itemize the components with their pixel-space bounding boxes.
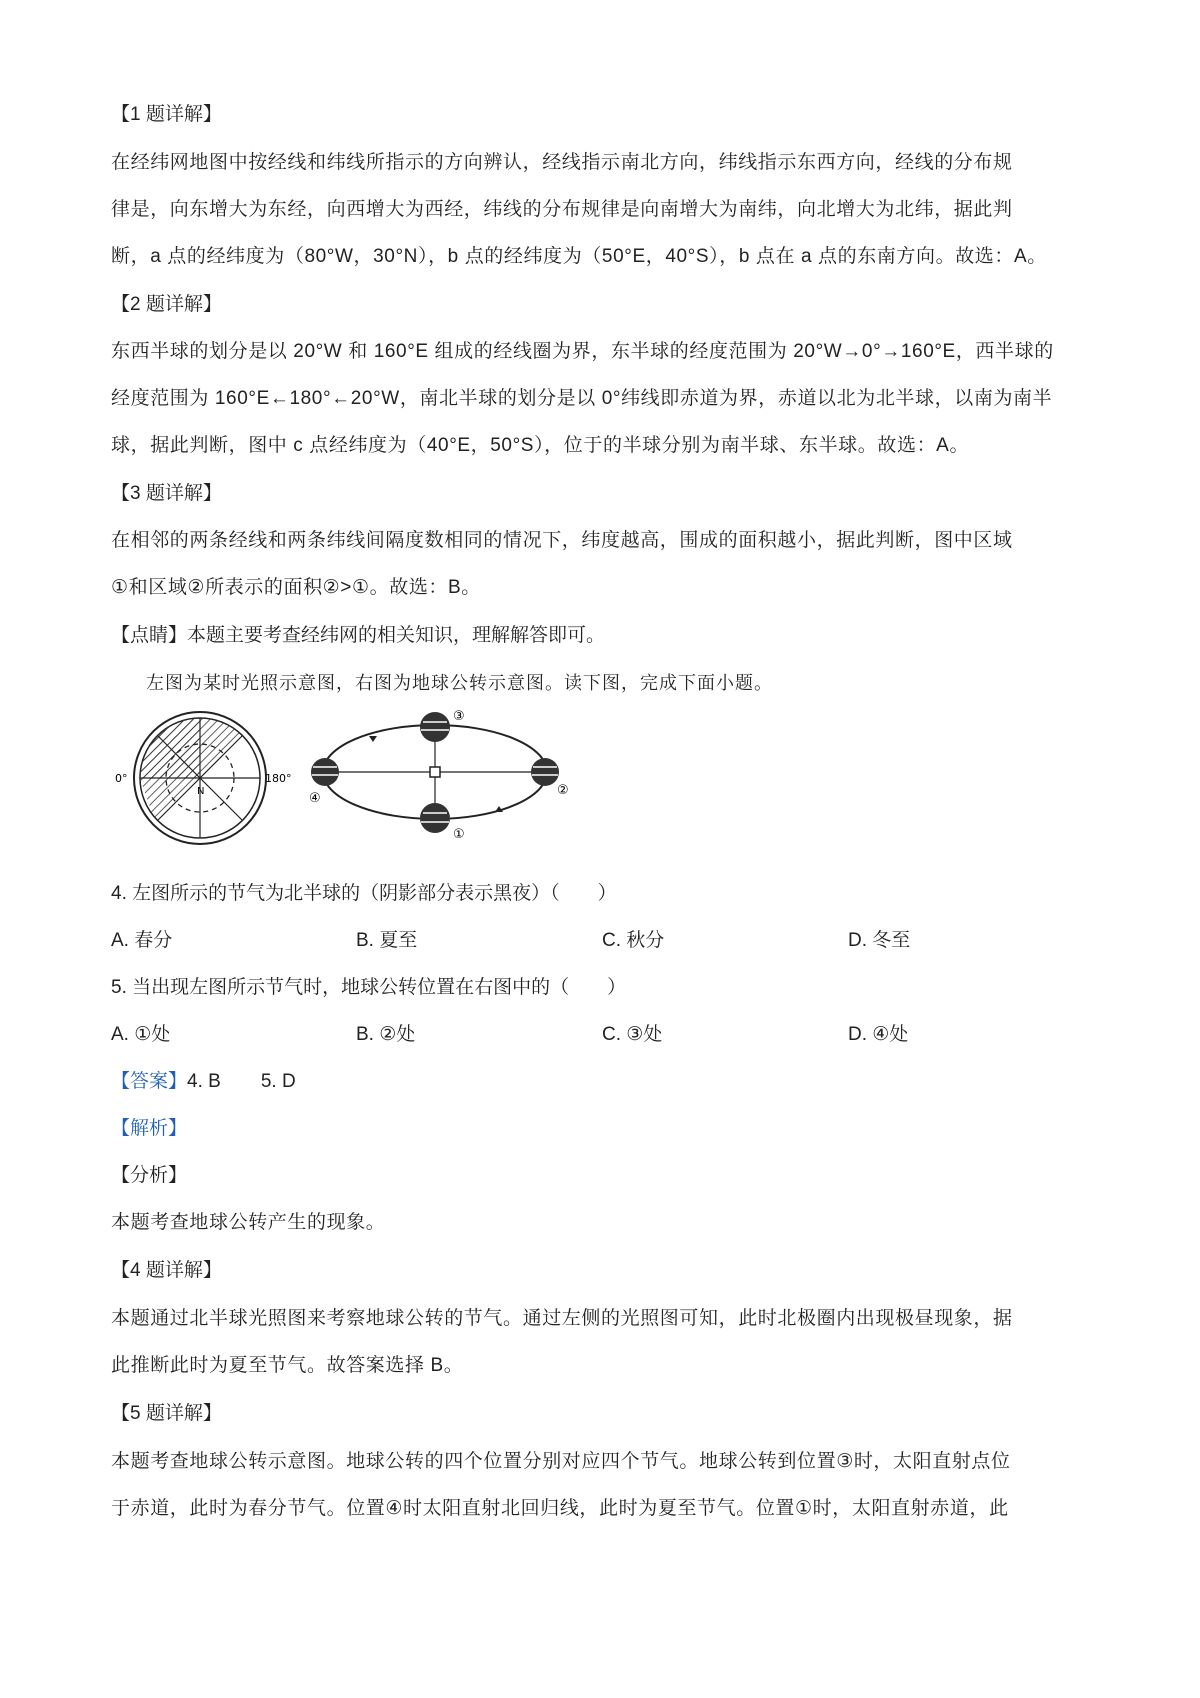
q4-option-d: D. 冬至 bbox=[848, 930, 911, 951]
comment-line: 【点睛】本题主要考查经纬网的相关知识，理解解答即可。 bbox=[111, 625, 606, 646]
q3-line-1: 在相邻的两条经线和两条纬线间隔度数相同的情况下，纬度越高，围成的面积越小，据此判断，图中区域 bbox=[111, 530, 1013, 551]
q3-line-2: ①和区域②所表示的面积②>①。故选：B。 bbox=[111, 577, 481, 598]
q2-line-2: 经度范围为 160°E←180°←20°W，南北半球的划分是以 0°纬线即赤道为界，赤道以北为北半球，以南为南半 bbox=[111, 388, 1053, 409]
answer-label: 【答案】 bbox=[111, 1071, 188, 1092]
q4-option-c: C. 秋分 bbox=[602, 930, 665, 951]
q1-line-2: 律是，向东增大为东经，向西增大为西经，纬线的分布规律是向南增大为南纬，向北增大为北纬，据此判 bbox=[111, 199, 1013, 220]
analysis-label: 【解析】 bbox=[111, 1118, 188, 1139]
q4-detail-heading: 【4 题详解】 bbox=[111, 1260, 222, 1281]
label-position-3: ③ bbox=[453, 708, 465, 723]
q1-line-1: 在经纬网地图中按经线和纬线所指示的方向辨认，经线指示南北方向，纬线指示东西方向，经线的分布规 bbox=[111, 152, 1013, 173]
label-n: N bbox=[197, 786, 205, 797]
q2-line-3: 球，据此判断，图中 c 点经纬度为（40°E，50°S），位于的半球分别为南半球、东半球。故选：A。 bbox=[111, 435, 970, 456]
answer-q5: 5. D bbox=[260, 1071, 296, 1092]
q2-line-1: 东西半球的划分是以 20°W 和 160°E 组成的经线圈为界，东半球的经度范围为 20°W→0°→160°E，西半球的 bbox=[111, 341, 1054, 362]
q4-stem: 4. 左图所示的节气为北半球的（阴影部分表示黑夜）（ ） bbox=[111, 883, 617, 904]
label-180-deg: 180° bbox=[265, 772, 292, 785]
intro-text: 左图为某时光照示意图，右图为地球公转示意图。读下图，完成下面小题。 bbox=[146, 673, 773, 694]
label-position-2: ② bbox=[557, 782, 569, 797]
fenxi-heading: 【分析】 bbox=[111, 1165, 188, 1186]
q1-heading: 【1 题详解】 bbox=[111, 104, 222, 125]
q5-detail-line-2: 于赤道，此时为春分节气。位置④时太阳直射北回归线，此时为夏至节气。位置①时，太阳直射赤道，此 bbox=[111, 1498, 1009, 1519]
label-position-4: ④ bbox=[309, 790, 321, 805]
q3-heading: 【3 题详解】 bbox=[111, 483, 222, 504]
answer-q4: 4. B bbox=[187, 1071, 221, 1092]
q5-option-c: C. ③处 bbox=[602, 1024, 663, 1045]
q2-heading: 【2 题详解】 bbox=[111, 294, 222, 315]
earth-position-4 bbox=[309, 758, 339, 805]
label-0-deg: 0° bbox=[115, 772, 128, 785]
q4-detail-line-2: 此推断此时为夏至节气。故答案选择 B。 bbox=[111, 1355, 464, 1376]
illumination-diagram bbox=[115, 712, 292, 844]
q4-detail-line-1: 本题通过北半球光照图来考察地球公转的节气。通过左侧的光照图可知，此时北极圈内出现极昼现象，据 bbox=[111, 1308, 1013, 1329]
sun-icon bbox=[430, 767, 440, 777]
q4-option-a: A. 春分 bbox=[111, 930, 173, 951]
earth-position-1 bbox=[420, 803, 465, 841]
q5-option-d: D. ④处 bbox=[848, 1024, 909, 1045]
q5-detail-line-1: 本题考查地球公转示意图。地球公转的四个位置分别对应四个节气。地球公转到位置③时，太阳直射点位 bbox=[111, 1451, 1011, 1472]
answer-line bbox=[111, 1069, 296, 1095]
figure-illumination-orbit bbox=[115, 708, 569, 847]
q4-option-b: B. 夏至 bbox=[356, 930, 418, 951]
q1-line-3: 断，a 点的经纬度为（80°W，30°N），b 点的经纬度为（50°E，40°S），b 点在 a 点的东南方向。故选：A。 bbox=[111, 246, 1047, 267]
q5-stem: 5. 当出现左图所示节气时，地球公转位置在右图中的（ ） bbox=[111, 977, 627, 998]
fenxi-text: 本题考查地球公转产生的现象。 bbox=[111, 1212, 386, 1233]
label-position-1: ① bbox=[453, 826, 465, 841]
q5-option-b: B. ②处 bbox=[356, 1024, 416, 1045]
orbit-diagram bbox=[309, 708, 569, 841]
q5-option-a: A. ①处 bbox=[111, 1024, 171, 1045]
q5-detail-heading: 【5 题详解】 bbox=[111, 1403, 222, 1424]
